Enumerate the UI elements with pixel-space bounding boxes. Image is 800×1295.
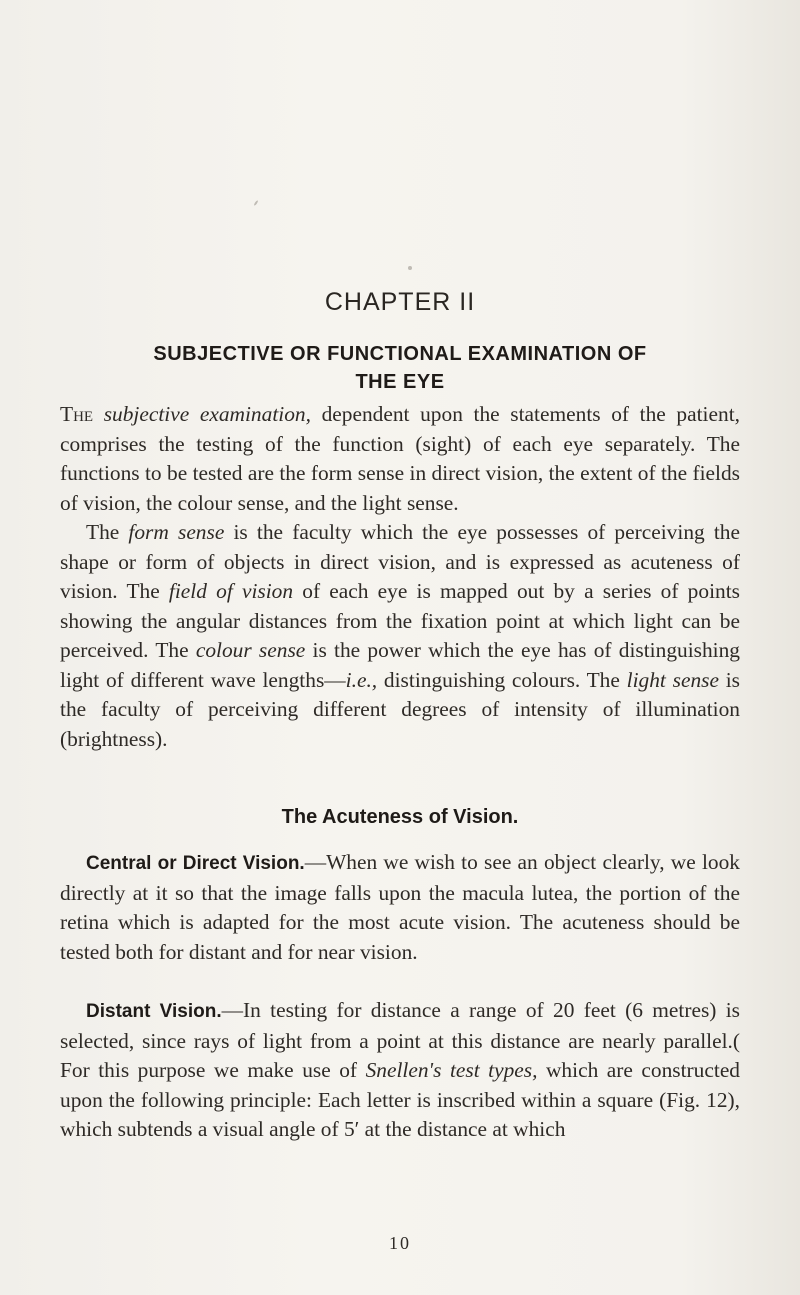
run-in-heading: Central or Direct Vision. — [86, 853, 305, 874]
text-run: is the faculty of perceiving different degrees of intensity of illumination (brightness). — [60, 667, 741, 751]
paragraph-central-vision — [60, 848, 740, 967]
chapter-title — [60, 340, 740, 396]
opening-word: The — [60, 402, 94, 426]
chapter-heading: CHAPTER II — [324, 288, 476, 316]
text-run — [93, 402, 104, 426]
paragraph-subjective-examination — [60, 400, 740, 518]
chapter-title-line2: THE EYE — [355, 371, 445, 393]
emphasis: colour sense — [195, 638, 306, 662]
text-run: which are constructed upon the following principle: Each letter is inscribed within a square (Fig. 12), which subtends a visual angle of 5′ at the distance at which — [60, 1058, 741, 1141]
text-run: is the power which the eye has of distinguishing light of different wave lengths— — [60, 638, 741, 692]
section-heading: The Acuteness of Vision. — [281, 806, 519, 828]
paragraph-distant-vision — [60, 996, 740, 1145]
text-run: dependent upon the statements of the patient, comprises the testing of the function (sight) of each eye separately. The functions to be tested are the form sense in direct vision, the extent of the fields of vision, the colour sense, and the light sense. — [60, 402, 740, 515]
emphasis: subjective examination, — [103, 402, 311, 426]
chapter-title-line1: SUBJECTIVE OR FUNCTIONAL EXAMINATION OF — [153, 343, 647, 365]
paragraph-form-sense — [60, 518, 740, 754]
text-run: distinguishing colours. The — [377, 667, 627, 692]
emphasis: light sense — [626, 667, 719, 692]
emphasis: form sense — [128, 520, 225, 544]
text-run: is the faculty which the eye possesses of perceiving the shape or form of objects in direct vision, and is expressed as acuteness of vision. The — [60, 520, 740, 603]
text-run: —When we wish to see an object clearly, we look directly at it so that the image falls upon the macula lutea, the portion of the retina which is adapted for the most acute vision. The acuteness should be tested both for distant and for near vision. — [60, 850, 740, 964]
text-run: The — [86, 520, 129, 544]
emphasis: i.e., — [345, 667, 378, 692]
text-run: of each eye is mapped out by a series of points showing the angular distances from the fixation point at which light can be perceived. The — [60, 579, 740, 662]
emphasis: Snellen's test types, — [365, 1058, 538, 1082]
paper-speck — [253, 200, 258, 206]
run-in-heading: Distant Vision. — [86, 1001, 222, 1022]
paper-speck — [408, 266, 412, 270]
emphasis: field of vision — [168, 579, 294, 603]
page-number: 10 — [389, 1233, 411, 1253]
text-run: —In testing for distance a range of 20 feet (6 metres) is selected, since rays of light from a point at this distance are nearly parallel.( For this purpose we make use of — [60, 998, 740, 1082]
